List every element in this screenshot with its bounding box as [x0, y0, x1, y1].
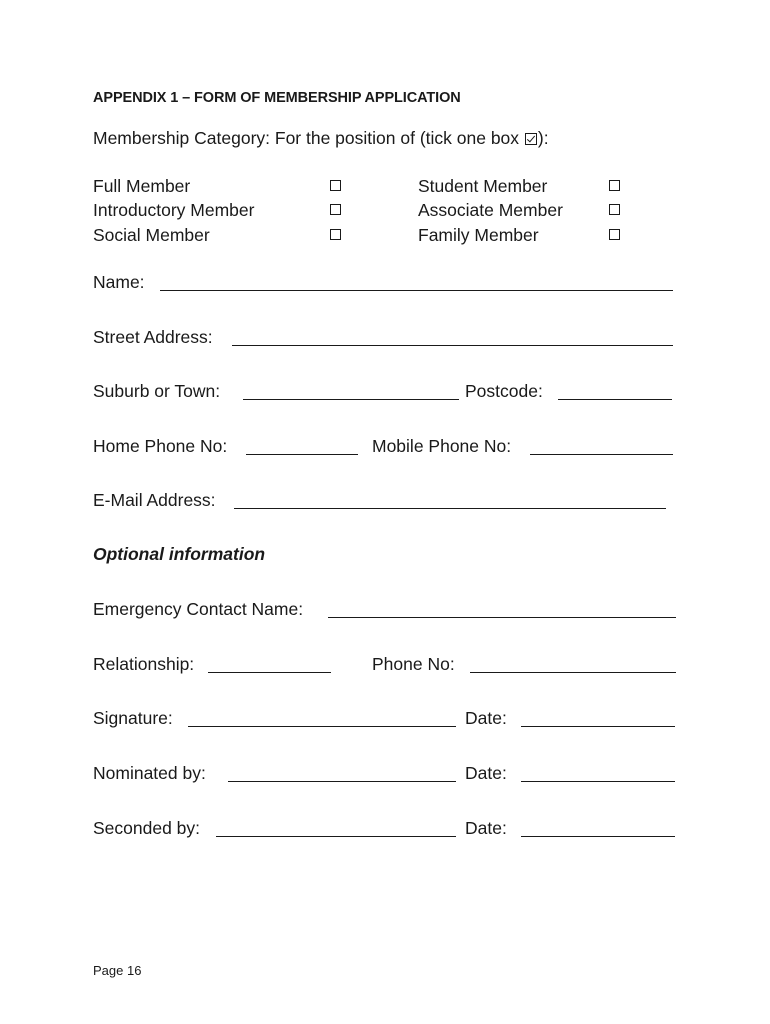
checkbox-student-member[interactable] [609, 180, 620, 191]
option-label-social-member: Social Member [93, 225, 210, 245]
signature-date-label: Date: [465, 708, 507, 728]
nominated-by-input-line[interactable] [228, 781, 456, 782]
home-phone-input-line[interactable] [246, 454, 358, 455]
emergency-contact-input-line[interactable] [328, 617, 676, 618]
nominated-date-input-line[interactable] [521, 781, 675, 782]
seconded-by-input-line[interactable] [216, 836, 456, 837]
checked-box-icon [525, 133, 537, 145]
signature-input-line[interactable] [188, 726, 456, 727]
option-label-student-member: Student Member [418, 176, 548, 196]
email-input-line[interactable] [234, 508, 666, 509]
suburb-label: Suburb or Town: [93, 381, 221, 401]
postcode-label: Postcode: [465, 381, 543, 401]
option-label-associate-member: Associate Member [418, 200, 563, 220]
page-number: Page 16 [93, 963, 142, 978]
category-instruction [93, 128, 549, 149]
emergency-phone-input-line[interactable] [470, 672, 676, 673]
name-input-line[interactable] [160, 290, 673, 291]
checkbox-family-member[interactable] [609, 229, 620, 240]
checkbox-full-member[interactable] [330, 180, 341, 191]
option-label-full-member: Full Member [93, 176, 191, 196]
suburb-input-line[interactable] [243, 399, 459, 400]
option-label-introductory-member: Introductory Member [93, 200, 255, 220]
seconded-date-input-line[interactable] [521, 836, 675, 837]
relationship-label: Relationship: [93, 654, 195, 674]
name-label: Name: [93, 272, 145, 292]
checkbox-associate-member[interactable] [609, 204, 620, 215]
option-label-family-member: Family Member [418, 225, 539, 245]
emergency-phone-label: Phone No: [372, 654, 455, 674]
category-instruction-text: Membership Category: For the position of (tick one box [93, 128, 524, 148]
form-heading: APPENDIX 1 – FORM OF MEMBERSHIP APPLICATION [93, 90, 461, 106]
street-address-input-line[interactable] [232, 345, 673, 346]
signature-label: Signature: [93, 708, 173, 728]
signature-date-input-line[interactable] [521, 726, 675, 727]
relationship-input-line[interactable] [208, 672, 331, 673]
street-address-label: Street Address: [93, 327, 213, 347]
postcode-input-line[interactable] [558, 399, 672, 400]
nominated-by-label: Nominated by: [93, 763, 206, 783]
mobile-phone-input-line[interactable] [530, 454, 673, 455]
mobile-phone-label: Mobile Phone No: [372, 436, 512, 456]
nominated-date-label: Date: [465, 763, 507, 783]
checkbox-introductory-member[interactable] [330, 204, 341, 215]
seconded-by-label: Seconded by: [93, 818, 201, 838]
email-label: E-Mail Address: [93, 490, 216, 510]
emergency-contact-label: Emergency Contact Name: [93, 599, 304, 619]
seconded-date-label: Date: [465, 818, 507, 838]
home-phone-label: Home Phone No: [93, 436, 228, 456]
checkbox-social-member[interactable] [330, 229, 341, 240]
optional-information-heading: Optional information [93, 544, 266, 564]
category-instruction-suffix: ): [537, 128, 549, 148]
